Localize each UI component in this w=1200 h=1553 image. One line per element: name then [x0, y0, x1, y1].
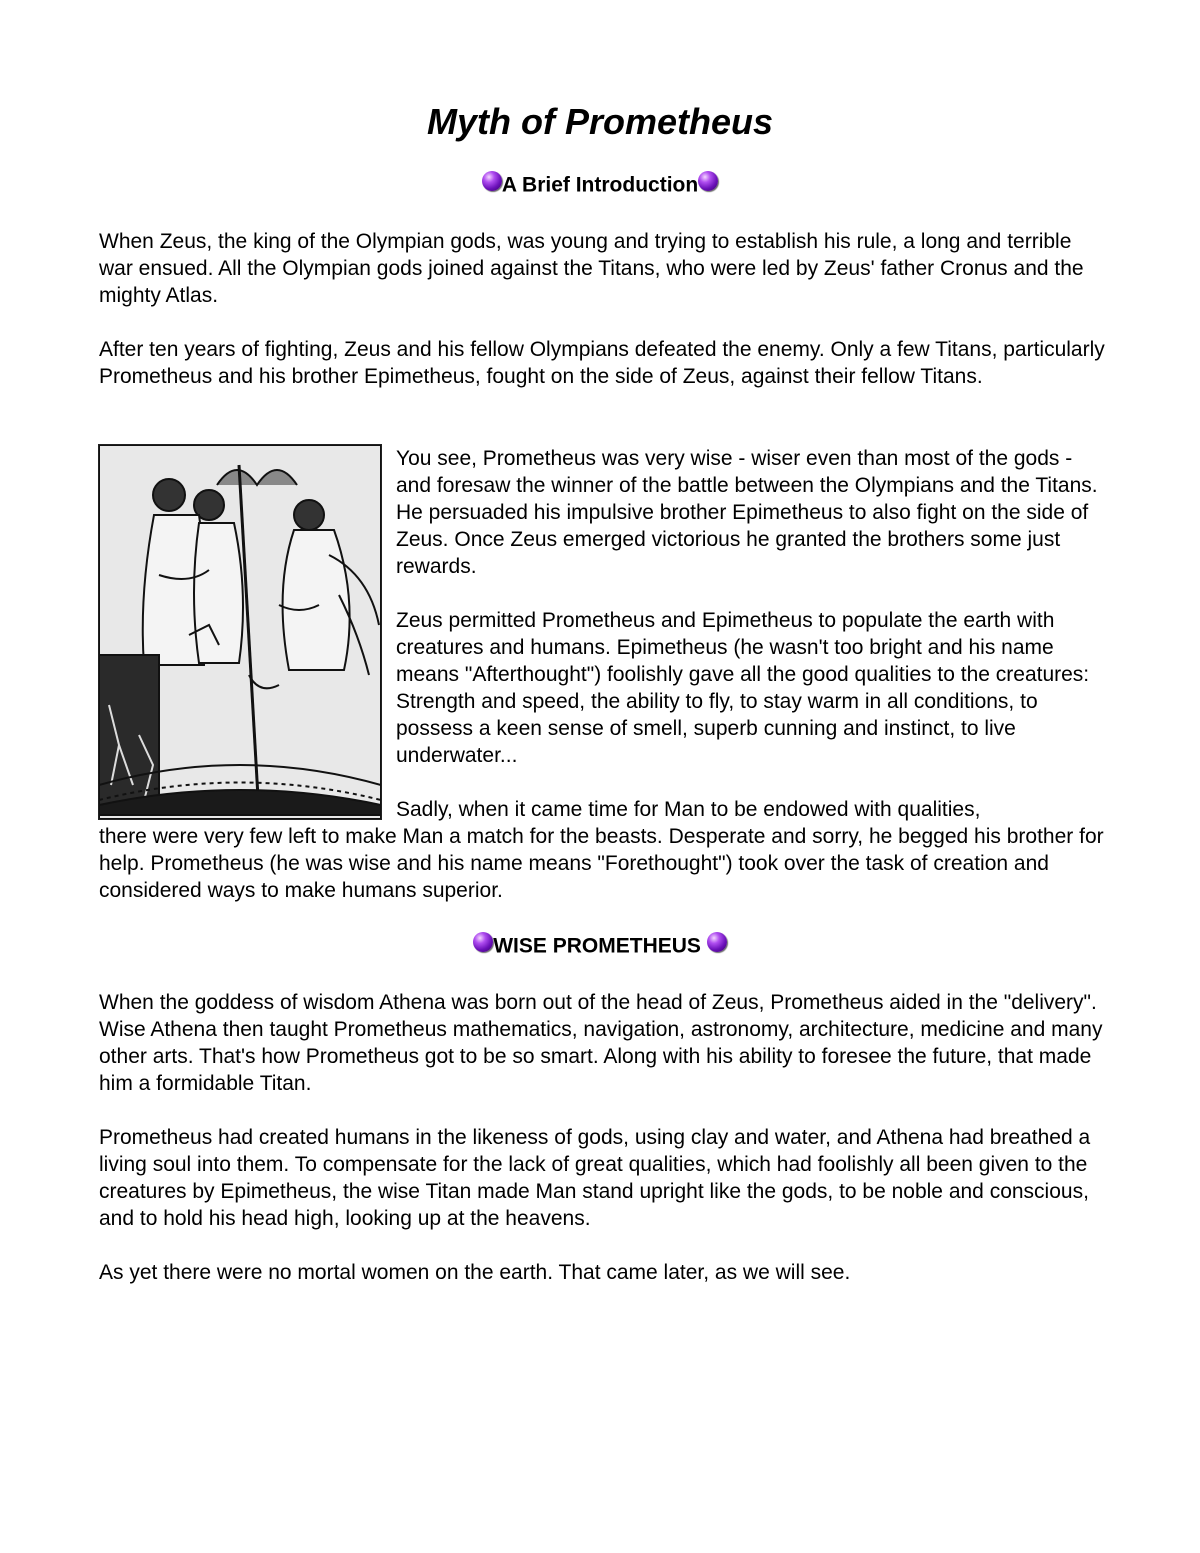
paragraph: You see, Prometheus was very wise - wiser even than most of the gods - and foresaw the winner of the battle between the Olympians and the Titans. He persuaded his impulsive brother Epimetheus to also fight on the side of Zeus. Once Zeus emerged victorious he granted the brothers some just rewards.	[396, 447, 1098, 578]
section-heading-label: WISE PROMETHEUS	[493, 934, 701, 958]
paragraph: When Zeus, the king of the Olympian gods, was young and trying to establish his rule, a long and terrible war ensued. All the Olympian gods joined against the Titans, who were led by Zeus' father Cronus and the mighty Atlas.	[99, 230, 1084, 307]
paragraph: there were very few left to make Man a match for the beasts. Desperate and sorry, he begged his brother for help. Prometheus (he was wise and his name means "Forethought") took over the task of creation and considered ways to make humans superior.	[99, 825, 1104, 902]
purple-gem-icon	[698, 171, 718, 191]
document-title: Myth of Prometheus	[426, 101, 774, 142]
section-heading-wise-prometheus	[0, 931, 1200, 961]
greek-vase-illustration	[98, 444, 382, 820]
paragraph: After ten years of fighting, Zeus and his fellow Olympians defeated the enemy. Only a few Titans, particularly Prometheus and his brother Epimetheus, fought on the side of Zeus, against their fellow Titans.	[99, 338, 1105, 388]
purple-gem-icon	[473, 932, 493, 952]
paragraph: When the goddess of wisdom Athena was born out of the head of Zeus, Prometheus aided in the "delivery". Wise Athena then taught Prometheus mathematics, navigation, astronomy, architecture, medicine and many other arts. That's how Prometheus got to be so smart. Along with his ability to foresee the future, that made him a formidable Titan.	[99, 991, 1103, 1095]
section-heading-label: A Brief Introduction	[501, 173, 699, 197]
purple-gem-icon	[707, 932, 727, 952]
paragraph: As yet there were no mortal women on the earth. That came later, as we will see.	[99, 1261, 851, 1284]
paragraph: Sadly, when it came time for Man to be endowed with qualities,	[396, 798, 981, 821]
purple-gem-icon	[482, 171, 502, 191]
section-heading-introduction	[0, 170, 1200, 200]
paragraph: Zeus permitted Prometheus and Epimetheus to populate the earth with creatures and humans. Epimetheus (he wasn't too bright and his name means "Afterthought") foolishly gave all the good qualities to the creatures: Strength and speed, the ability to fly, to stay warm in all conditions, to possess a keen sense of smell, superb cunning and instinct, to live underwater...	[396, 609, 1090, 767]
paragraph: Prometheus had created humans in the likeness of gods, using clay and water, and Athena had breathed a living soul into them. To compensate for the lack of great qualities, which had foolishly all been given to the creatures by Epimetheus, the wise Titan made Man stand upright like the gods, to be noble and conscious, and to hold his head high, looking up at the heavens.	[99, 1126, 1091, 1230]
